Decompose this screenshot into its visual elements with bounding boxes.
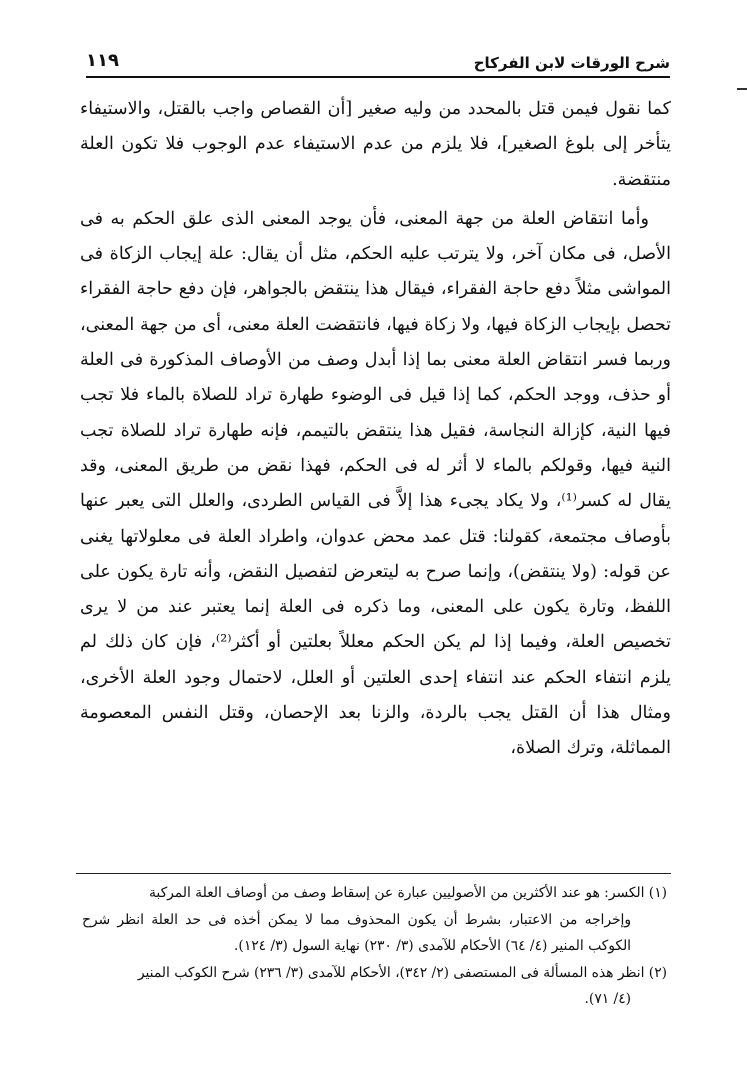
paragraph: وأما انتقاض العلة من جهة المعنى، فأن يوجد المعنى الذى علق الحكم به فى الأصل، فى مكان آخر، ولا يترتب عليه الحكم، مثل أن يقال: علة إيجاب الزكاة فى المواشى مثلاً دفع حاجة الفقراء، فيقال هذا ينتقض بالجواهر، فإن دفع حاجة الفقراء تحصل بإيجاب الزكاة فيها، ولا زكاة فيها، فانتقضت العلة معنى، أى من جهة المعنى، وربما فسر انتقاض العلة معنى بما إذا أبدل وصف من الأوصاف المذكورة فى العلة أو حذف، ووجد الحكم، كما إذا قيل فى الوضوء طهارة تراد للصلاة بالماء فلا تجب فيها النية، كإزالة النجاسة، فقيل هذا ينتقض بالتيمم، فإنه طهارة تراد للصلاة تجب النية فيها، وقولكم بالماء لا أثر له فى الحكم، فهذا نقض من طريق المعنى، وقد يقال له كسر⁽¹⁾، ولا يكاد يجىء هذا إلاَّ فى القياس الطردى، والعلل التى يعبر عنها بأوصاف مجتمعة، كقولنا: قتل عمد محض عدوان، واطراد العلة فى معلولاتها يغنى عن قوله: (ولا ينتقض)، وإنما صرح به ليتعرض لتفصيل النقض، وأنه تارة يكون على اللفظ، وتارة يكون على المعنى، وما ذكره فى العلة إنما يعتبر عند من لا يرى تخصيص العلة، وفيما إذا لم يكن الحكم معللاً بعلتين أو أكثر⁽²⁾، فإن كان ذلك لم يلزم انتفاء الحكم عند انتفاء إحدى العلتين أو العلل، لاحتمال وجود العلة الأخرى، ومثال هذا أن القتل يجب بالردة، والزنا بعد الإحصان، وقتل النفس المعصومة المماثلة، وترك الصلاة،: [80, 208, 671, 759]
page-header: [86, 44, 670, 78]
footnote-2: (٢) انظر هذه المسألة فى المستصفى (٢/ ٣٤٢)، الأحكام للآمدى (٣/ ٢٣٦) شرح الكوكب المنير: [137, 964, 667, 981]
paragraph: كما نقول فيمن قتل بالمحدد من وليه صغير [أن القصاص واجب بالقتل، والاستيفاء يتأخر إلى بلوغ الصغير]، فلا يلزم من عدم الاستيفاء عدم الوجوب فلا تكون العلة منتقضة.: [80, 99, 671, 190]
footnote-1: (١) الكسر: هو عند الأكثرين من الأصوليين عبارة عن إسقاط وصف من أوصاف العلة المركبة: [149, 885, 667, 901]
footnotes: [82, 880, 667, 1013]
main-text: [80, 92, 671, 767]
footnote-1-continuation: وإخراجه من الاعتبار، بشرط أن يكون المحذوف مما لا يمكن أخذه فى حد العلة انظر شرح الكوكب المنير (٤/ ٦٤) الأحكام للآمدى (٣/ ٢٣٠) نهاية السول (٣/ ١٢٤).: [82, 911, 631, 954]
footnote-2-continuation: (٤/ ٧١).: [584, 991, 631, 1007]
margin-mark: [737, 88, 747, 90]
footnote-divider: [76, 873, 671, 874]
page-number: ١١٩: [86, 50, 119, 71]
running-title: شرح الورقات لابن الفركاح: [473, 54, 670, 72]
